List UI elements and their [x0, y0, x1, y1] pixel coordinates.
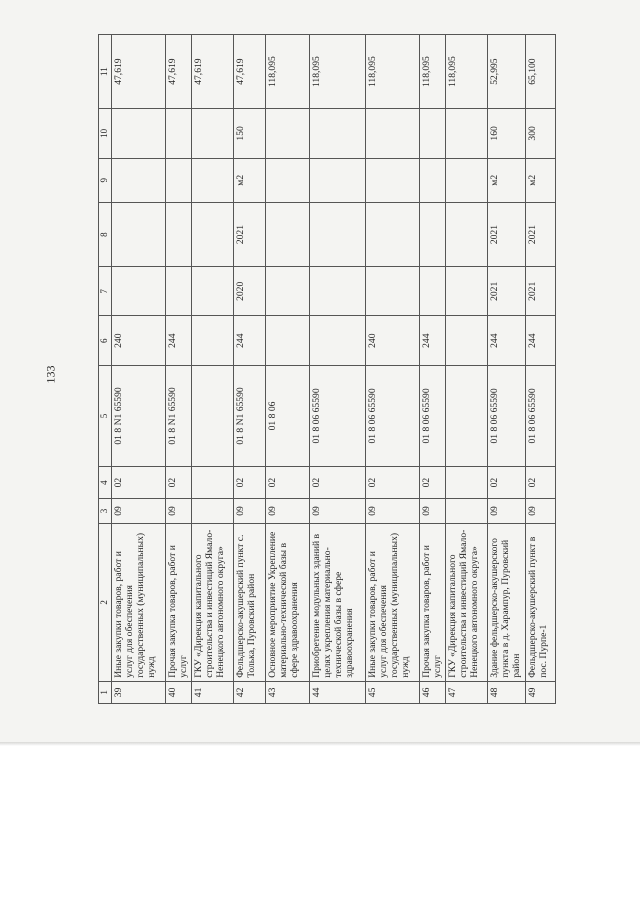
table-cell: 240 [112, 316, 166, 365]
table-cell: 118,095 [366, 35, 420, 109]
table-cell: 02 [366, 467, 420, 499]
table-cell: 118,095 [266, 35, 310, 109]
row-number-cell: 43 [266, 681, 310, 703]
table-cell: 09 [266, 499, 310, 524]
table-cell: 09 [526, 499, 556, 524]
table-cell [266, 109, 310, 158]
table-cell: 01 8 N1 65590 [166, 365, 192, 466]
table-row [488, 35, 526, 704]
table-cell: 300 [526, 109, 556, 158]
table-cell [446, 365, 488, 466]
table-cell: 02 [488, 467, 526, 499]
table-cell [266, 158, 310, 202]
table-cell: 01 8 06 65590 [366, 365, 420, 466]
table-cell: 240 [366, 316, 420, 365]
table-cell [266, 202, 310, 266]
table-cell [366, 202, 420, 266]
table-cell: 244 [420, 316, 446, 365]
table-cell [192, 316, 234, 365]
table-row [310, 35, 366, 704]
table-row [420, 35, 446, 704]
table-cell: 01 8 06 65590 [488, 365, 526, 466]
table-cell [112, 109, 166, 158]
table-cell [446, 109, 488, 158]
table-cell: 244 [488, 316, 526, 365]
row-number-cell: 49 [526, 681, 556, 703]
table-cell: 02 [112, 467, 166, 499]
row-number-cell: 42 [234, 681, 266, 703]
column-number-4: 4 [99, 467, 112, 499]
column-number-10: 10 [99, 109, 112, 158]
table-cell: 09 [234, 499, 266, 524]
table-cell: 52,995 [488, 35, 526, 109]
column-number-5: 5 [99, 365, 112, 466]
table-row [166, 35, 192, 704]
item-name-cell: Фельдшерско-акушерский пункт в пос. Пурпе-1 [526, 523, 556, 681]
table-cell [166, 267, 192, 316]
table-cell: 244 [234, 316, 266, 365]
row-number-cell: 45 [366, 681, 420, 703]
table-row [234, 35, 266, 704]
item-name-cell: Иные закупки товаров, работ и услуг для обеспечения государственных (муниципальных) нужд [112, 523, 166, 681]
table-cell: 09 [112, 499, 166, 524]
page-edge [0, 742, 640, 746]
table-cell: м2 [488, 158, 526, 202]
table-row [192, 35, 234, 704]
table-cell [192, 202, 234, 266]
table-cell: 01 8 N1 65590 [234, 365, 266, 466]
table-cell: 65,100 [526, 35, 556, 109]
table-cell: 2021 [526, 267, 556, 316]
table-cell [420, 202, 446, 266]
item-name-cell: Фельдшерско-акушерский пункт с. Толька, Пуровский район [234, 523, 266, 681]
table-cell: 02 [526, 467, 556, 499]
table-cell: 118,095 [310, 35, 366, 109]
table-cell [166, 158, 192, 202]
row-number-cell: 44 [310, 681, 366, 703]
table-cell [192, 158, 234, 202]
table-cell [112, 158, 166, 202]
table-cell [446, 316, 488, 365]
table-cell: 47,619 [192, 35, 234, 109]
table-cell: 47,619 [234, 35, 266, 109]
table-cell: 2020 [234, 267, 266, 316]
row-number-cell: 48 [488, 681, 526, 703]
table-cell: 2021 [234, 202, 266, 266]
table-cell: 02 [310, 467, 366, 499]
column-number-8: 8 [99, 202, 112, 266]
table-cell: 2021 [526, 202, 556, 266]
table-cell: 09 [488, 499, 526, 524]
item-name-cell: Приобретение модульных зданий в целях укрепления материально-технической базы в сфере здравоохранения [310, 523, 366, 681]
table-cell: м2 [526, 158, 556, 202]
column-number-6: 6 [99, 316, 112, 365]
table-cell: 118,095 [420, 35, 446, 109]
table-cell: 02 [166, 467, 192, 499]
table-cell [420, 267, 446, 316]
table-cell: 244 [166, 316, 192, 365]
table-cell [310, 267, 366, 316]
table-cell [266, 316, 310, 365]
table-cell [266, 267, 310, 316]
item-name-cell: ГКУ «Дирекция капитального строительства и инвестиций Ямало-Ненецкого автономного округа» [446, 523, 488, 681]
row-number-cell: 46 [420, 681, 446, 703]
column-number-11: 11 [99, 35, 112, 109]
table-cell [446, 467, 488, 499]
table-row [366, 35, 420, 704]
rotated-table-container [98, 34, 610, 704]
table-cell: м2 [234, 158, 266, 202]
table-cell [310, 316, 366, 365]
table-cell [112, 267, 166, 316]
table-cell [366, 109, 420, 158]
row-number-cell: 40 [166, 681, 192, 703]
item-name-cell: Иные закупки товаров, работ и услуг для обеспечения государственных (муниципальных) нужд [366, 523, 420, 681]
table-cell: 01 8 06 [266, 365, 310, 466]
table-cell: 09 [166, 499, 192, 524]
table-cell [446, 158, 488, 202]
table-cell: 01 8 06 65590 [310, 365, 366, 466]
item-name-cell: Прочая закупка товаров, работ и услуг [420, 523, 446, 681]
table-cell [366, 158, 420, 202]
table-cell: 160 [488, 109, 526, 158]
table-cell [166, 109, 192, 158]
table-cell: 2021 [488, 202, 526, 266]
column-number-9: 9 [99, 158, 112, 202]
table-cell [310, 202, 366, 266]
table-cell [192, 467, 234, 499]
item-name-cell: Здание фельдшерско-акушерского пункта в д. Харампур, Пуровский район [488, 523, 526, 681]
table-cell [192, 499, 234, 524]
row-number-cell: 39 [112, 681, 166, 703]
table-cell: 02 [266, 467, 310, 499]
table-cell: 47,619 [112, 35, 166, 109]
table-cell: 09 [366, 499, 420, 524]
table-cell: 47,619 [166, 35, 192, 109]
table-cell: 09 [310, 499, 366, 524]
table-cell: 150 [234, 109, 266, 158]
row-number-cell: 47 [446, 681, 488, 703]
table-cell: 01 8 06 65590 [526, 365, 556, 466]
table-cell: 118,095 [446, 35, 488, 109]
table-row [266, 35, 310, 704]
table-cell: 01 8 N1 65590 [112, 365, 166, 466]
table-cell [446, 202, 488, 266]
column-number-2: 2 [99, 523, 112, 681]
table-cell: 02 [234, 467, 266, 499]
table-cell: 01 8 06 65590 [420, 365, 446, 466]
table-cell [192, 365, 234, 466]
column-number-1: 1 [99, 681, 112, 703]
table-cell: 02 [420, 467, 446, 499]
table-cell [192, 109, 234, 158]
column-number-7: 7 [99, 267, 112, 316]
table-cell [192, 267, 234, 316]
table-cell: 09 [420, 499, 446, 524]
budget-table [98, 34, 556, 704]
table-cell [446, 267, 488, 316]
table-cell [420, 158, 446, 202]
table-cell [310, 158, 366, 202]
item-name-cell: Прочая закупка товаров, работ и услуг [166, 523, 192, 681]
table-row [526, 35, 556, 704]
table-header-row [99, 35, 112, 704]
table-row [112, 35, 166, 704]
table-row [446, 35, 488, 704]
table-cell [310, 109, 366, 158]
page-number: 133 [43, 365, 58, 384]
table-cell [366, 267, 420, 316]
table-cell [166, 202, 192, 266]
item-name-cell: Основное мероприятие Укрепление материально-технической базы в сфере здравоохранения [266, 523, 310, 681]
table-cell [420, 109, 446, 158]
row-number-cell: 41 [192, 681, 234, 703]
table-cell: 244 [526, 316, 556, 365]
table-cell: 2021 [488, 267, 526, 316]
table-cell [446, 499, 488, 524]
table-cell [112, 202, 166, 266]
item-name-cell: ГКУ «Дирекция капитального строительства и инвестиций Ямало-Ненецкого автономного округа» [192, 523, 234, 681]
column-number-3: 3 [99, 499, 112, 524]
